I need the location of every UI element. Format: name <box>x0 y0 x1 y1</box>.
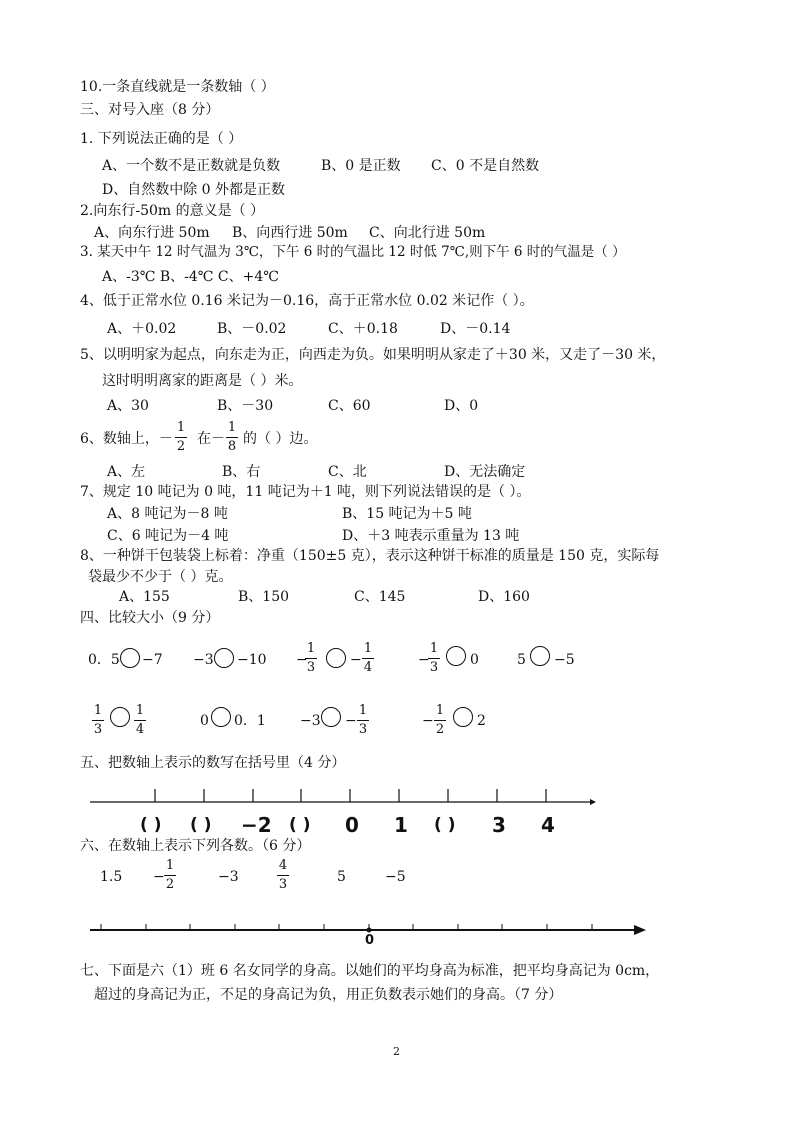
s6-number-3: −3 <box>218 869 239 885</box>
compare-circle-2[interactable] <box>214 648 234 668</box>
compare-1-left: 0．5 <box>88 652 120 668</box>
compare-3-minus-left: − <box>296 652 308 668</box>
fraction-one-third-c: 1 3 <box>93 703 103 737</box>
compare-circle-6[interactable] <box>110 707 130 727</box>
axis5-label-2: ( ) <box>190 815 212 835</box>
s3-q7-option-d: D、＋3 吨表示重量为 13 吨 <box>342 528 520 544</box>
fraction-one-third: 1 3 <box>306 641 316 675</box>
axis5-label-5: 0 <box>345 813 359 837</box>
compare-2-left: −3 <box>193 652 214 668</box>
s3-q1-option-d: D、自然数中除 0 外都是正数 <box>102 182 286 198</box>
compare-circle-9[interactable] <box>453 707 473 727</box>
s6-fraction-four-thirds: 4 3 <box>278 858 288 892</box>
fraction-one-eighth: 1 8 <box>227 420 237 454</box>
s3-question-2: 2.向东行-50m 的意义是（ ） <box>80 203 265 219</box>
s3-question-7: 7、规定 10 吨记为 0 吨，11 吨记为＋1 吨，则下列说法错误的是（ ）。 <box>80 484 531 500</box>
section-7-line-2: 超过的身高记为正，不足的身高记为负，用正负数表示她们的身高。（7 分） <box>94 987 563 1003</box>
s3-q7-option-b: B、15 吨记为＋5 吨 <box>342 506 472 522</box>
s3-q5-option-c: C、60 <box>328 398 371 414</box>
s3-question-8-line-2: 袋最少不少于（ ）克。 <box>88 569 233 585</box>
s3-q5-option-d: D、0 <box>444 398 479 414</box>
compare-8-minus: − <box>345 713 357 729</box>
s3-q7-option-a: A、8 吨记为－8 吨 <box>107 506 228 522</box>
s6-fraction-one-half: 1 2 <box>165 858 175 892</box>
s3-question-6-prefix: 6、数轴上，－ <box>80 431 173 447</box>
axis5-label-6: 1 <box>394 813 408 837</box>
s3-question-1: 1. 下列说法正确的是（ ） <box>80 131 243 147</box>
s3-q3-options: A、-3℃ B、-4℃ C、+4℃ <box>102 269 279 285</box>
fraction-one-half-b: 1 2 <box>435 703 445 737</box>
compare-8-left: −3 <box>300 713 321 729</box>
fraction-one-third-b: 1 3 <box>429 641 439 675</box>
page-number: 2 <box>393 1045 400 1058</box>
fraction-one-third-d: 1 3 <box>358 703 368 737</box>
question-10: 10.一条直线就是一条数轴（ ） <box>80 79 275 95</box>
s3-q8-option-c: C、145 <box>354 589 406 605</box>
section-7-line-1: 七、下面是六（1）班 6 名女同学的身高。以她们的平均身高为标准，把平均身高记为 0cm， <box>80 963 660 979</box>
compare-3-minus-right: − <box>350 652 362 668</box>
zero-point <box>367 928 372 933</box>
compare-9-right: 2 <box>477 713 486 729</box>
s3-q8-option-a: A、155 <box>119 589 170 605</box>
compare-5-right: −5 <box>554 652 575 668</box>
s3-question-5-line-2: 这时明明离家的距离是（ ）米。 <box>102 373 303 389</box>
s3-question-3: 3. 某天中午 12 时气温为 3℃，下午 6 时的气温比 12 时低 7℃,则下午 6 时的气温是（ ） <box>80 244 626 260</box>
s6-number-1: 1.5 <box>100 869 123 885</box>
section-5-title: 五、把数轴上表示的数写在括号里（4 分） <box>80 755 346 771</box>
axis5-label-7: ( ) <box>434 815 456 835</box>
compare-circle-1[interactable] <box>120 648 140 668</box>
s3-q8-option-d: D、160 <box>478 589 530 605</box>
section-6-title: 六、在数轴上表示下列各数。（6 分） <box>80 838 311 854</box>
compare-7-left: 0 <box>200 713 209 729</box>
s6-number-5: 5 <box>337 869 346 885</box>
axis5-label-9: 4 <box>541 813 555 837</box>
s3-q4-option-c: C、＋0.18 <box>328 321 398 337</box>
compare-circle-7[interactable] <box>211 707 231 727</box>
s3-question-5-line-1: 5、以明明家为起点，向东走为正，向西走为负。如果明明从家走了＋30 米，又走了－30 米， <box>80 347 666 363</box>
s3-q1-option-a: A、一个数不是正数就是负数 <box>102 158 281 174</box>
number-line-5 <box>88 785 600 809</box>
axis6-zero-label: 0 <box>365 933 375 948</box>
s3-q7-option-c: C、6 吨记为－4 吨 <box>107 528 229 544</box>
compare-5-left: 5 <box>517 652 526 668</box>
fraction-one-quarter-b: 1 4 <box>135 703 145 737</box>
compare-circle-8[interactable] <box>321 707 341 727</box>
compare-2-right: −10 <box>237 652 267 668</box>
fraction-one-half: 1 2 <box>176 420 186 454</box>
s6-number-2-minus: − <box>153 869 165 885</box>
axis5-label-3: −2 <box>241 813 272 837</box>
fraction-one-quarter: 1 4 <box>363 641 373 675</box>
s3-q2-option-a: A、向东行进 50m <box>94 225 210 241</box>
s6-number-6: −5 <box>385 869 406 885</box>
axis5-label-8: 3 <box>492 813 506 837</box>
compare-7-right: 0．1 <box>234 713 266 729</box>
compare-4-right: 0 <box>470 652 479 668</box>
s3-q1-option-c: C、0 不是自然数 <box>431 158 540 174</box>
s3-q5-option-b: B、－30 <box>217 398 274 414</box>
s3-q4-option-b: B、－0.02 <box>217 321 287 337</box>
s3-q2-option-c: C、向北行进 50m <box>369 225 486 241</box>
section-3-title: 三、对号入座（8 分） <box>80 102 220 118</box>
axis5-label-4: ( ) <box>289 815 311 835</box>
s3-q5-option-a: A、30 <box>107 398 149 414</box>
arrow-right-icon <box>590 799 596 805</box>
s3-q1-option-b: B、0 是正数 <box>321 158 401 174</box>
s3-q4-option-d: D、－0.14 <box>440 321 511 337</box>
arrow-right-icon <box>634 925 646 935</box>
s3-question-6-mid: 在－ <box>197 431 225 447</box>
s3-q6-option-a: A、左 <box>107 464 146 480</box>
compare-circle-3[interactable] <box>326 648 346 668</box>
s3-q8-option-b: B、150 <box>238 589 290 605</box>
s3-question-6-suffix: 的（ ）边。 <box>243 431 318 447</box>
compare-9-minus: − <box>422 713 434 729</box>
s3-question-8-line-1: 8、一种饼干包装袋上标着：净重（150±5 克），表示这种饼干标准的质量是 150 克，实际每 <box>80 548 660 564</box>
s3-q6-option-b: B、右 <box>222 464 261 480</box>
compare-4-minus: − <box>418 652 430 668</box>
s3-q4-option-a: A、＋0.02 <box>107 321 177 337</box>
axis5-label-1: ( ) <box>140 815 162 835</box>
compare-circle-4[interactable] <box>446 646 466 666</box>
s3-q6-option-d: D、无法确定 <box>444 464 526 480</box>
s3-q6-option-c: C、北 <box>328 464 367 480</box>
s3-question-4: 4、低于正常水位 0.16 米记为－0.16，高于正常水位 0.02 米记作（ ）。 <box>80 293 534 309</box>
s3-q2-option-b: B、向西行进 50m <box>232 225 348 241</box>
section-4-title: 四、比较大小（9 分） <box>80 610 220 626</box>
compare-1-right: −7 <box>142 652 163 668</box>
compare-circle-5[interactable] <box>530 646 550 666</box>
